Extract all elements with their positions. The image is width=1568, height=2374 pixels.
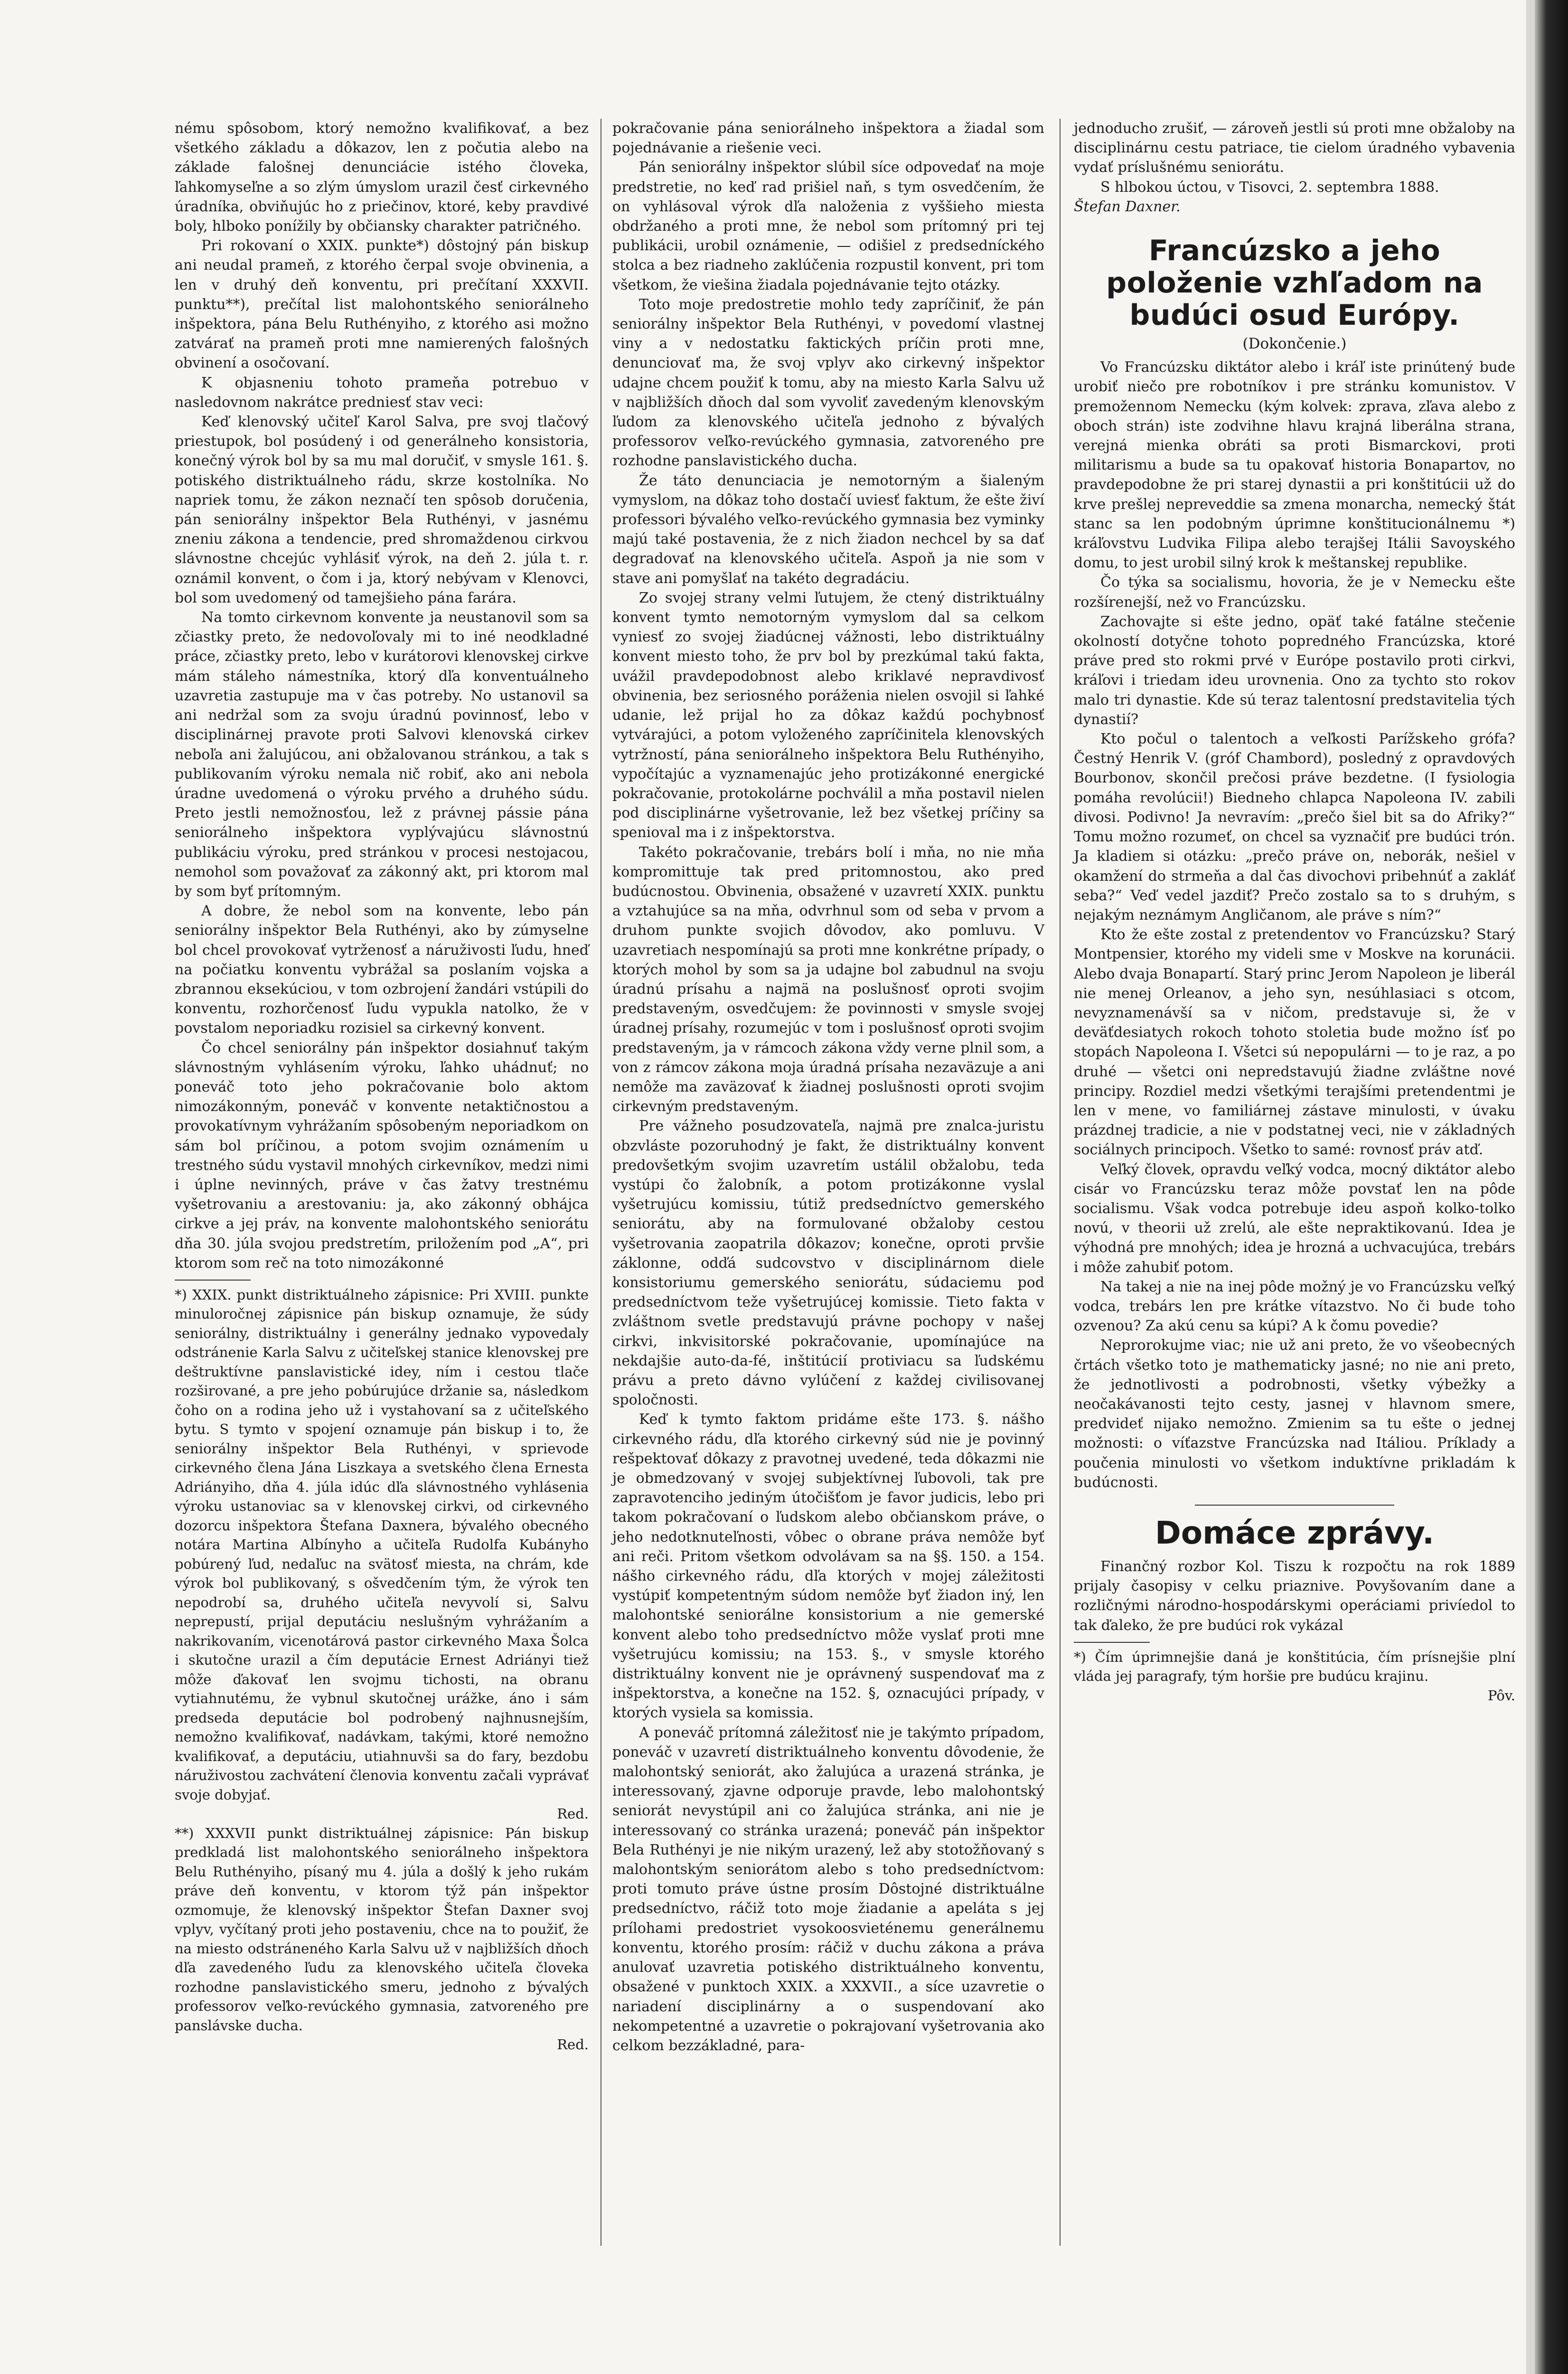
paragraph: Zo svojej strany velmi ľutujem, že ctený distriktuálny konvent tymto nemotorným vymyslom dal sa celkom vyniesť zo svojej žiadúcnej vážnosti, lebo distriktuálny konvent miesto toho, že prv bol by prezkúmal takú fakta, uvážil pravdepodobnost alebo kriklavé nepravdivosť obvinenia, bez seriosného poráženia nielen osvojil si ľahké udanie, lež prijal ho za dôkaz každú pochybnosť vytvárajúci, a potom vyloženého zapríčinitela klenovských vytržností, pána seniorálneho inšpektora Belu Ruthényiho, vypočítajúc a vyznamenajúc jeho protizákonné energické pokračovanie, protokolárne pochválil a mňa postavil nielen pod disciplinárne vyšetrovanie, lež bez všetkej príčiny sa spenioval ma i z inšpektorstva. <box>612 589 1044 841</box>
paragraph: Na tomto cirkevnom konvente ja neustanovil som sa zčiastky preto, že nedovoľovaly mi to iné neodkladné práce, zčiastky preto, lebo v kurátorovi klenovskej cirkve mám stáleho námestníka, ktorý dľa konventuálneho uzavretia zastupuje ma v čas potreby. No ustanovil sa ani nedržal som za svoju úradnú povinnosť, lebo v disciplinárnej pravote proti Salvovi klenovská cirkev neboľa ani žalujúcou, ani obžalovanou stránkou, a tak s publikovaním výroku nemala nič robiť, ako ani nebola úradne uvedomená o výroku prvého a druhého súdu. Preto jestli nemožnosťou, lež z právnej pássie pána seniorálneho inšpektora vyplývajúcu slávnostnú publikáciu výroku, pred stránkou v procesi nestojacou, nemohol som považovať za zákonný akt, pri ktorom mal by som byť prítomným. <box>175 609 589 900</box>
column-middle <box>612 119 1044 2055</box>
paragraph: Pán seniorálny inšpektor slúbil síce odpovedať na moje predstretie, no keď rad prišiel naň, s tym osvedčením, že on vyhlásoval výrok dľa naloženia z vyššieho miesta obdržaného a proti mne, že nebol som prítomný pri tej publikácii, urobil oznámenie, — odišiel z predsedníckého stolca a bez riadneho zaklúčenia rozpustil konvent, pri tom všetkom, že viešina žiadala pojednávanie tejto otázky. <box>612 159 1044 293</box>
paragraph: pokračovanie pána seniorálneho inšpektora a žiadal som pojednávanie a riešenie veci. <box>612 120 1044 157</box>
paragraph: Toto moje predostretie mohlo tedy zapríčiniť, že pán seniorálny inšpektor Bela Ruthényi, v povedomí vlastnej viny a v nedostatku faktických príčin proti mne, denunciovať ma, že svoj vplyv ako cirkevný inšpektor udajne chcem použiť k tomu, aby na miesto Karla Salvu už v najbližších dňoch dal som vyvoliť zavedeným klenovským ľudom za klenovského učiteľa jednoho z bývalých professorov veľko-revúckého gymnasia, zatvoreného pre rozhodne panslavistického ducha. <box>612 296 1044 470</box>
paragraph: Čo chcel seniorálny pán inšpektor dosiahnuť takým slávnostným vyhlásením výroku, ľahko uhádnuť; no poneváč toto jeho pokračovanie bolo aktom nimozákonným, poneváč v konvente netaktičnostou a provokatívnym vyhrážaním spôsobeným neporiadkom on sám bol príčinou, a potom svojim oznámením u trestného súdu vystavil mnohých cirkevníkov, medzi nimi i úplne nevinných, práve v čas žatvy trestnému vyšetrovaniu a arestovaniu: ja, ako zákonný obhájca cirkve a jej práv, na konvente malohontského seniorátu dňa 30. júla svojou predstretím, priložením pod „A“, pri ktorom som reč na toto nimozákonné <box>175 1039 589 1272</box>
paragraph: A poneváč prítomná záležitosť nie je takýmto prípadom, poneváč v uzavretí distriktuálneho konventu dôvodenie, že malohontský seniorát, ako žalujúca a urazená stránka, je interessovaný, zjavne odporuje pravde, lebo malohontský seniorát nevystúpil ani co žalujúca stránka, ani nie je interessovaný co stránka urazená; poneváč pán inšpektor Bela Ruthényi je nie nikým urazený, lež aby stotožňovaný s malohontským seniorátom alebo s toho predsedníctvom: proti tomuto práve ústne prosím Dôstojné distriktuálne predsedníctvo, ráčiž toto moje žiadanie a apeláta s jej prílohami predostriet vysokoosvieténemu generálnemu konventu, ktorého prosím: ráčiž v duchu zákona a práva anulovať uzavretia potiského distriktuálneho konventu, obsažené v punktoch XXIX. a XXXVII., a síce uzavretie o nariadení disciplinárny a o suspendovaní ako nekompetentné a uzavretie o pokrajovaní vyšetrovania ako celkom bezzákladné, para- <box>612 1724 1044 2054</box>
footnote-constitution <box>1074 1648 1515 1705</box>
column-rule-right <box>1060 119 1061 2246</box>
footnote-xxix <box>175 1285 589 2054</box>
footnote-signature: Pôv. <box>1488 1687 1515 1704</box>
footnote-rule <box>1074 1642 1150 1643</box>
paragraph: Pri rokovaní o XXIX. punkte*) dôstojný pán biskup ani neudal prameň, z ktorého čerpal svoje obvinenia, a len v druhý deň konventu, pri prečítaní XXXVII. punktu**), prečítal list malohontského seniorálneho inšpektora, pána Belu Ruthényiho, z ktorého asi možno zatvárať na prameň proti mne namierených falošných obvinení a osočovaní. <box>175 237 589 372</box>
paragraph: Neprorokujme viac; nie už ani preto, že vo všeobecných črtách všetko toto je mathematicky jasné; no nie ani preto, že jednotlivosti a podrobnosti, všetky výbežky a neočakávanosti tejto cesty, jasnej v hlavnom smere, predvideť nijako nemožno. Zmienim sa tu ešte o jednej možnosti: o víťazstve Francúzska nad Itáliou. Príklady a poučenia minulosti vo všetkom induktívne prikladám k budúcnosti. <box>1074 1337 1515 1491</box>
paragraph: Pre vážneho posudzovateľa, najmä pre znalca-juristu obzvláste pozoruhodný je fakt, že distriktuálny konvent predovšetkým svojim uzavretím ustálil obžalobu, teda vystúpi čo žalobník, a potom protizákonne vyslal vyšetrujúcu komissiu, tútiž predsedníctvo gemerského seniorátu, aby na formulované obžaloby cestou vyšetrovania zaopatrila dôkazov; konečne, oproti prvšie záklonne, odďá sudcovstvo v disciplinárnom diele konsistoriumu gemerského seniorátu, súdaciemu pod predsedníctvom teže vyšetrujúcej komissie. Tieto fakta v zvláštnom svetle predstavujú právne pochopy v našej cirkvi, inkvisitorské pokračovanie, upomínajúce na nekdajšie auto-da-fé, inštitúcií protiviacu sa ľudskému právu a preto dávno vylúčení z každej civilisovanej spoločnosti. <box>612 1118 1044 1409</box>
footnote-text: *) Čím úprimnejšie daná je konštitúcia, čím prísnejšie plní vláda jej paragrafy, tým horšie pre budúcu krajinu. <box>1074 1649 1515 1685</box>
footnote-text: **) XXXVII punkt distriktuálnej zápisnice: Pán biskup predkladá list malohontského seniorálneho inšpektora Belu Ruthényiho, písaný mu 4. júla a došlý k jeho rukám práve deň konventu, v ktorom týž pán inšpektor ozmomuje, že klenovský inšpektor Štefan Daxner svoj vplyv, vyčítaný proti jeho postaveniu, chce na to použiť, že na miesto odstráneného Karla Salvu už v najbližších dňoch dľa zavedeného ľudu za klenovského učiteľa človeka rozhodne panslavistického smeru, jednoho z bývalých professorov veľko-revúckého gymnasia, zatvoreného pre panslávske ducha. <box>175 1825 589 2034</box>
footnote-rule <box>175 1280 251 1281</box>
footnote-text: *) XXIX. punkt distriktuálneho zápisnice: Pri XVIII. punkte minuloročnej zápisnice pán biskup oznamuje, že súdy seniorálny, distriktuálny i generálny jednako vypovedaly odstránenie Karla Salvu z učiteľskej stanice klenovskej pre deštruktívne panslavistické idey, ním i cestou tlače rozširované, a pre jeho pobúrujúce držanie sa, následkom čoho on a rodina jeho už i vystahovaní sa z učiteľského bytu. S tymto v spojení oznamuje pán biskup i to, že seniorálny inšpektor Bela Ruthényi, v sprievode cirkevného člena Jána Liszkaya a svetského člena Ernesta Adriányiho, dňa 4. júla idúc dľa slávnostného vyhlásenia výroku ustanoviac sa v klenovskej cirkvi, od cirkevného dozorcu inšpektora Štefana Daxnera, bývalého obecného notára Martina Albínyho a učiteľa Rudolfa Kubányho pobúrený ľud, nedaľuc na svätosť miesta, na chrám, kde výrok bol publikovaný, s ošvedčením tým, že výrok ten nepodrobí sa, druhého učiteľa nevyvolí si, Salvu neprepustí, prijal deputáciu neslušným vyhrážaním a nakrikovaním, vicenotárová pastor cirkevného Maxa Šolca i skutočne urazil a čím deputácie Ernest Adriányi tiež môže ďakovať len svojmu tichosti, na obranu vytiahnutému, že vybnul skutočnej urážke, áno i sám predseda deputácie bol podrobený najhnusnejším, nemožno kvalifikovať, nadávkam, takými, ktoré nemožno kvalifikovať, a deputáciu, utiahnuvši sa do fary, bezdobu náruživostou zachvátení členovia konventu začali vyprávať svoje dobyjať. <box>175 1286 589 1803</box>
paragraph: A dobre, že nebol som na konvente, lebo pán seniorálny inšpektor Bela Ruthényi, ako by zúmyselne bol chcel provokovať vytrženosť a náruživosti ľudu, hneď na počiatku konventu vybrážal sa poslaním vojska a zbrannou eksekúciou, v tom ozbrojení žandári vstúpili do konventu, rozhorčenosť ľudu vypukla natolko, že v povstalom neporiadku rozisiel sa cirkevný konvent. <box>175 903 589 1037</box>
scan-dark-border <box>1535 0 1568 2374</box>
column-left <box>175 119 589 2054</box>
paragraph: Keď klenovský učiteľ Karol Salva, pre svoj tlačový priestupok, bol posúdený i od generálneho konsistoria, konečný výrok bol by sa mu mal doručiť, v smysle 161. §. potiského distriktuálneho rádu, skrze kostolníka. No napriek tomu, že zákon neznačí ten spôsob doručenia, pán seniorálny inšpektor Bela Ruthényi, v jasnému zneniu zákona a tendencie, pred shromaždenou cirkvou slávnostne chcejúc vyhlásiť výrok, na deň 2. júla t. r. oznámil konvent, o čom i ja, ktorý nebývam v Klenovci, bol som uvedomený od tamejšieho pána farára. <box>175 414 589 606</box>
paragraph: Keď k tymto faktom pridáme ešte 173. §. nášho cirkevného rádu, dľa ktorého cirkevný súd nie je povinný rešpektovať dôkazy z pravotnej uvedené, teda dôkazmi nie je obmedzovaný v svojej subjektívnej ľubovoli, tak pre zapravotenciho jediným útočišťom je favor judicis, lebo pri takom pokračovaní o ľudskom alebo občianskom práve, o jeho nedotknuteľnosti, vôbec o obrane práva nemôže byť ani reči. Pritom všetkom odvolávam sa na §§. 150. a 154. nášho cirkevného rádu, dľa ktorých v mojej záležitosti vystúpiť kompetentným súdom nemôže byť žiadon iný, len malohontské seniorálne konsistorium a nie gemerské konvent alebo toho predsedníctvo môže vyslať proti mne vyšetrujúcu komissiu; na 153. §., v smysle ktorého distriktuálny konvent nie je oprávnený suspendovať ma z inšpektorstva, a konečne na 152. §, oznacujúci prípady, v ktorých vysiela sa komissia. <box>612 1411 1044 1722</box>
paragraph: Čo týka sa socialismu, hovoria, že je v Nemecku ešte rozšírenejší, než vo Francúzsku. <box>1074 574 1515 611</box>
paragraph: Takéto pokračovanie, trebárs bolí i mňa, no nie mňa kompromittuje tak pred pritomnostou, ako pred budúcnostou. Obvinenia, obsažené v uzavretí XXIX. punktu a vztahujúce sa na mňa, odvrhnul som od seba v prvom a druhom punkte svojich dôvodov, ako pomluvu. V uzavretiach nespomínajú sa proti mne konkrétne prípady, o ktorých mohol by som sa ja udajne bol zabudnul na svoju úradnú prísahu a najmä na poslušnosť oproti svojim predstaveným, osvedčujem: že povinnosti v smysle svojej úradnej prísahy, rozumejúc v tom i poslušnosť oproti svojim predstaveným, ja v rámcoch zákona vždy verne plnil som, a von z rámcov zákona moja úradná prísaha nezaväzuje a ani nemôže ma zaväzovať k žiadnej poslušnosti oproti svojim cirkevným predstaveným. <box>612 844 1044 1115</box>
paragraph: Na takej a nie na inej pôde možný je vo Francúzsku veľký vodca, trebárs len pre krátke vítazstvo. No či bude toho ozvenou? Za akú cenu sa kúpi? A k čomu povedie? <box>1074 1278 1515 1335</box>
section-heading: Domáce zprávy. <box>1155 1515 1435 1551</box>
footnote-signature: Red. <box>557 1806 589 1822</box>
paragraph: Vo Francúzsku diktátor alebo i kráľ iste prinútený bude urobiť niečo pre robotníkov i pre stránku komunistov. V premožennom Nemecku (kým kolvek: zprava, zľava alebo z oboch strán) iste zodvihne hlavu krajná liberálna strana, verejná mienka obráti sa proti Bismarckovi, proti militarismu a bude sa tu opakovať historia Bonapartov, no pravdepodobne že pri starej dynastii a pri konštitúcii už do krve prešlej nepreveddie sa zmena monarcha, nemecký štát stanc sa len podobným úprimne konštitucionálnemu *) kráľovstvu Ludvika Filipa alebo terajšej Itálii Savoyského domu, to jest urobil silný krok k meštanskej republike. <box>1074 359 1515 572</box>
article-headline: Francúzsko a jeho položenie vzhľadom na budúci osud Európy. <box>1106 234 1483 332</box>
paragraph: Kto že ešte zostal z pretendentov vo Francúzsku? Starý Montpensier, ktorého my videli sme v Moskve na korunácii. Alebo dvaja Bonapartí. Starý princ Jerom Napoleon je liberál nie menej Orleanov, a jeho syn, nesúhlasiaci s otcom, nevyznamenávší sa v ničom, predstavuje si, že v deväťdesiatych rokoch tohoto stoletia bude možno ísť po stopách Napoleona I. Všetci sú nepopulárni — to je raz, a po druhé — všetci oni nepredstavujú žiadne zvláštne nové principy. Rozdiel medzi všetkými terajšími pretendentmi je len v mene, vo familiárnej zástave minulosti, v úvaku prázdnej tradicie, a nie v podstatnej veci, nie v základných sociálnych principoch. Všetko to samé: rovnosť práv atď. <box>1074 926 1515 1159</box>
paragraph: Zachovajte si ešte jedno, opäť také fatálne stečenie okolností dotyčne tohoto popredného Francúzska, ktoré práve pred sto rokmi prvé v Európe postavilo proti cirkvi, kráľovi i triedam ideu urovnenia. Ono za tychto sto rokov malo tri dynastie. Kde sú teraz talentosní predstavitelia tých dynastií? <box>1074 613 1515 728</box>
signature-name: Štefan Daxner. <box>1074 198 1181 215</box>
section-divider <box>1195 1505 1394 1506</box>
paragraph: Že táto denunciacia je nemotorným a šialeným vymyslom, na dôkaz toho dostačí uviesť faktum, že ešte živí professori bývalého veľko-revúckého gymnasia bez vyminky majú také postavenia, že z nich žiadon nechcel by sa dať degradovať na klenovského učiteľa. Aspoň ja nie som v stave ani pomyšlať na takéto degradáciu. <box>612 472 1044 587</box>
column-right <box>1074 119 1515 1705</box>
page-binding-edge <box>1526 0 1535 2374</box>
article-subhead: (Dokončenie.) <box>1242 335 1347 353</box>
footnote-signature: Red. <box>557 2036 589 2053</box>
paragraph: Finančný rozbor Kol. Tiszu k rozpočtu na rok 1889 prijaly časopisy v celku priaznive. Povyšovaním dane a rozličnými národno-hospodárskymi operáciami privíedol to tak ďaleko, že pre budúci rok vykázal <box>1074 1558 1515 1634</box>
signature-location: S hlbokou úctou, v Tisovci, 2. septembra 1888. <box>1100 179 1439 196</box>
paragraph: Kto počul o talentoch a veľkosti Parížskeho grófa? Čestný Henrik V. (gróf Chambord), posledný z opravdových Bourbonov, skončil prečosi práve bezdetne. (I fysiologia pomáha revolúcii!) Biedneho chlapca Napoleona IV. zabili divosi. Podivno! Ja nevravím: „prečo šiel bit sa do Afriky?“ Tomu možno rozumeť, on chcel sa vyznačiť pre budúci trón. Ja kladiem si otázku: „prečo práve on, neborák, nešiel v okamžení do strmeňa a dal čas divochovi pribehnúť a zakláť seba?“ Veď vedel jazdiť? Prečo zostalo sa to s druhým, s nejakým neznámym Angličanom, ale práve s ním?“ <box>1074 731 1515 923</box>
paragraph: Veľký človek, opravdu veľký vodca, mocný diktátor alebo cisár vo Francúzsku teraz môže povstať len na pôde socialismu. Však vodca potrebuje ideu aspoň kolko-tolko novú, v theorii už zrelú, ale ešte nepraktikovanú. Idea je výhodná pre mnohých; idea je hrozná a uchvacujúca, trebárs i môže zahubiť potom. <box>1074 1161 1515 1276</box>
paragraph: K objasneniu tohoto prameňa potrebuo v nasledovnom nakrátce predniesť stav veci: <box>175 374 589 411</box>
paragraph: nému spôsobom, ktorý nemožno kvalifikovať, a bez všetkého základu a dôkazov, len z počutia alebo na základe falošnej denunciácie istého človeka, ľahkomyseľne a so zlým úmyslom urazil česť cirkevného úradníka, obviňujúc ho z priečinov, ktoré, keby pravdivé boly, hlboko ponížily by občiansky charakter patričného. <box>175 120 589 235</box>
paragraph: jednoducho zrušiť, — zároveň jestli sú proti mne obžaloby na disciplinárnu cestu patriace, tie cielom úradného vybavenia vydať príslušnému seniorátu. <box>1074 120 1515 176</box>
